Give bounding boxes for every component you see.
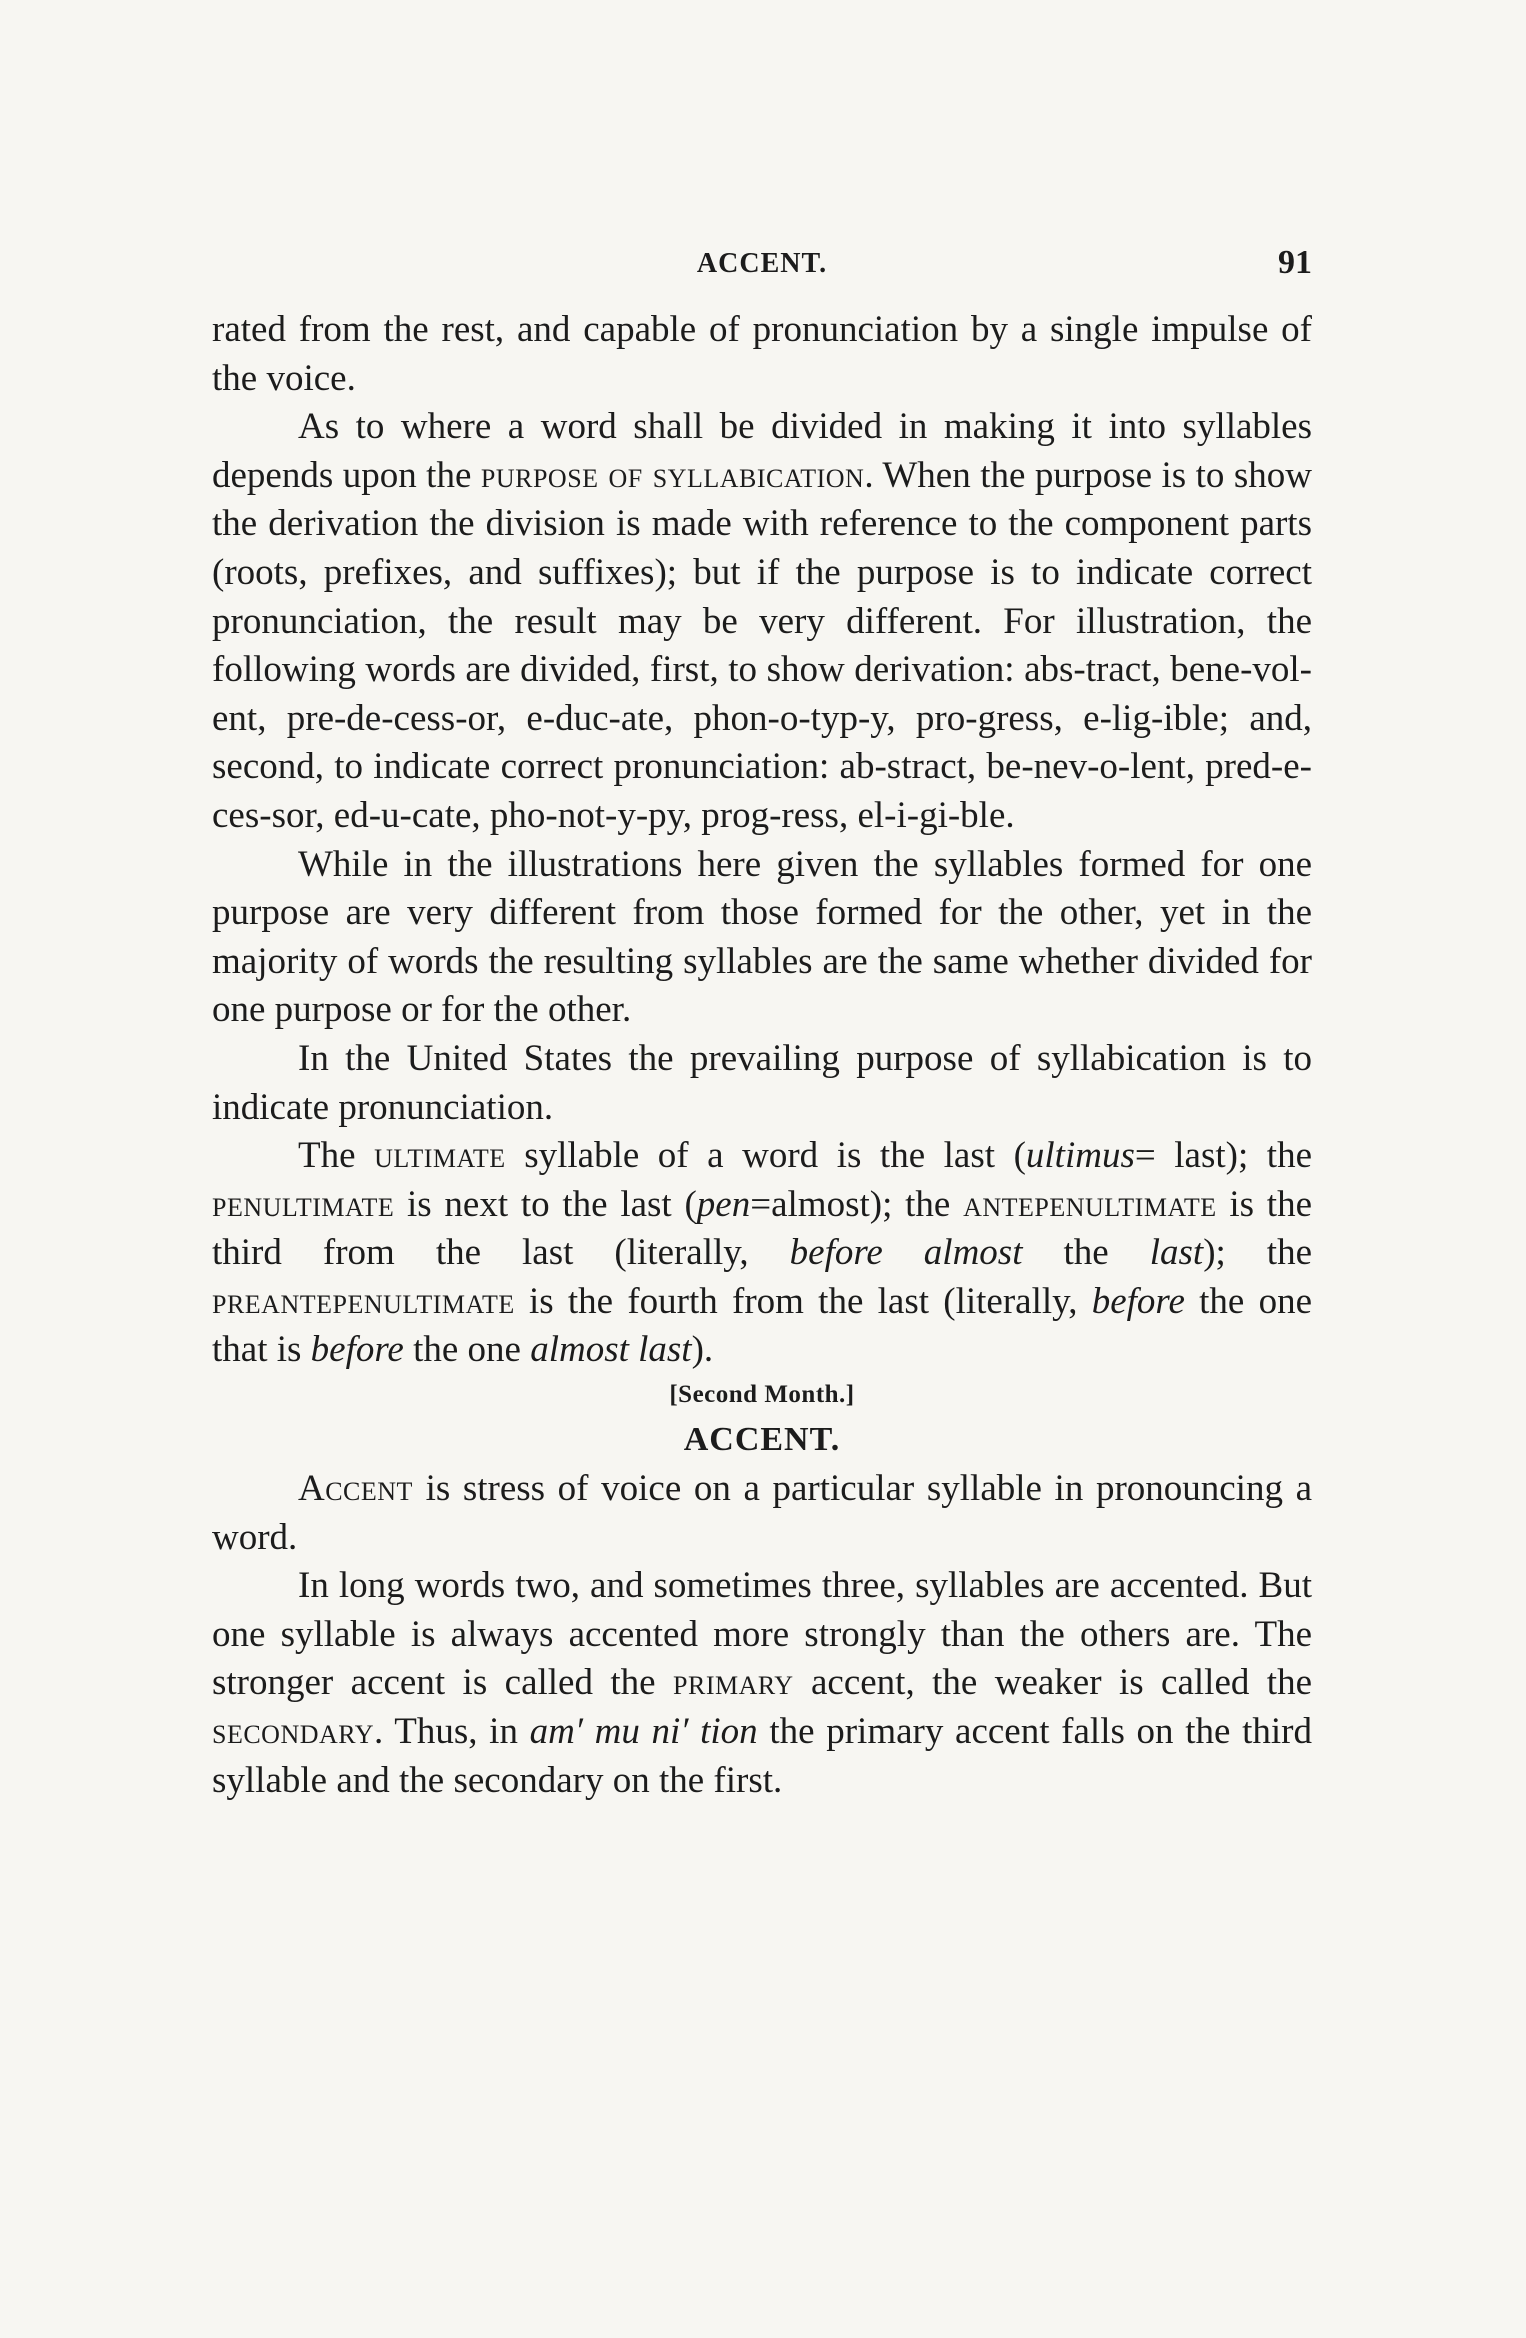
italic-term: before [1091,1280,1185,1322]
small-caps-term: penultimate [212,1183,395,1225]
text-body [212,306,1312,1805]
text-run: accent, the weaker is called the [793,1662,1313,1704]
small-caps-term: purpose of syllabication [480,454,865,496]
text-run: the one that is [212,1280,1313,1371]
paragraph-continuation: rated from the rest, and capable of pronunciation by a single impulse of the voice. [212,309,1312,399]
text-run: the one [403,1329,531,1371]
italic-example: am′ mu ni′ tion [529,1711,758,1753]
small-caps-term: Accent [298,1468,413,1510]
small-caps-term: antepenultimate [963,1183,1217,1225]
section-note: [Second Month.] [669,1381,855,1409]
paragraph-ultimate [212,1132,1312,1375]
text-run: ); the [1203,1232,1312,1274]
small-caps-term: ultimate [374,1135,506,1177]
paragraph-syllabication-purpose [212,403,1312,840]
italic-term: before [310,1329,404,1371]
running-title: ACCENT. [696,248,828,279]
italic-term: ultimus [1025,1135,1135,1177]
text-run: is the third from the last (literally, [212,1183,1312,1274]
small-caps-term: secondary [212,1711,374,1753]
text-run: is next to the last ( [394,1183,697,1225]
text-run: = last); the [1134,1135,1312,1177]
text-run: . Thus, in [373,1711,530,1753]
italic-term: pen [696,1183,751,1225]
running-head [212,244,1312,292]
paragraph-accent-definition [212,1465,1312,1562]
italic-term: before almost [789,1232,1023,1274]
text-run: The [298,1135,375,1177]
italic-term: last [1149,1232,1204,1274]
italic-term: almost last [530,1329,692,1371]
paragraph-united-states: In the United States the prevailing purpose of syllabication is to indicate pronunciation. [212,1037,1312,1128]
text-run: the primary accent falls on the third syllable and the secondary on the first. [212,1711,1312,1801]
small-caps-term: preantepenultimate [212,1280,515,1322]
paragraph-long-words [212,1562,1312,1805]
text-run: is the fourth from the last (literally, [514,1280,1092,1322]
text-run: =almost); the [750,1183,964,1225]
text-run: the [1022,1232,1150,1274]
text-run: . When the purpose is to show the derivation the division is made with reference to the component parts (roots, prefixes, and suffixes); but if the purpose is to indicate correct pronunciation, the result may be very different. For illustration, the following words are divided, first, to show derivation: abs-tract, bene-vol-ent, pre-de-cess-or, e-duc-ate, phon-o-typ-y, pro-gress, e-lig-ible; and, second, to indicate correct pronunciation: ab-stract, be-nev-o-lent, pred-e-ces-sor, ed-u-cate, pho-not-y-py, prog-ress, el-i-gi-ble. [212,454,1313,836]
section-title: ACCENT. [683,1421,841,1459]
text-run: syllable of a word is the last ( [505,1135,1026,1177]
text-run: is stress of voice on a particular syllable in pronouncing a word. [212,1468,1312,1558]
text-run: ). [691,1329,714,1371]
text-run: In long words two, and sometimes three, syllables are accented. But one syllable is always accented more strongly than the others are. The stronger accent is called the [212,1565,1312,1704]
text-run: As to where a word shall be divided in making it into syllables depends upon the [212,406,1312,496]
page-number: 91 [1278,244,1312,281]
paragraph-illustrations: While in the illustrations here given the syllables formed for one purpose are very different from those formed for the other, yet in the majority of words the resulting syllables are the same whether divided for one purpose or for the other. [212,843,1312,1031]
small-caps-term: primary [673,1662,794,1704]
